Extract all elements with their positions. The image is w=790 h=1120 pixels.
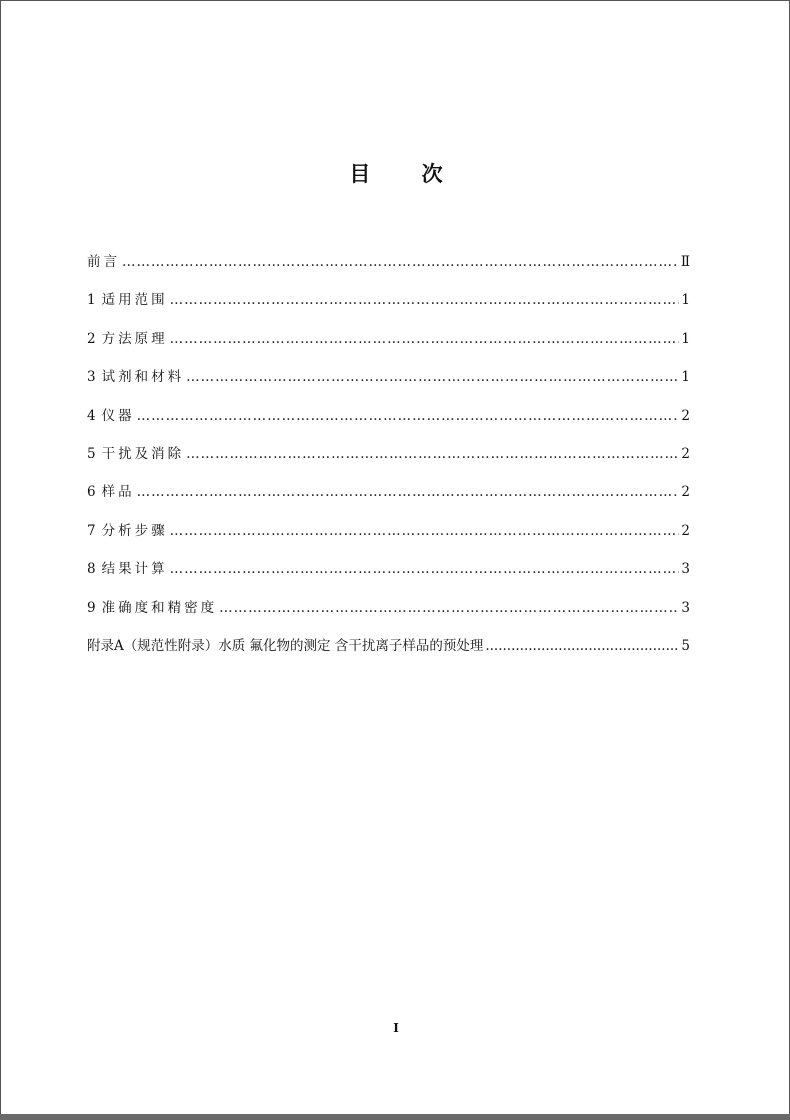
toc-page-number: 5	[681, 637, 690, 654]
toc-section-title: 仪器	[101, 407, 135, 424]
toc-section-number: 2	[87, 330, 96, 347]
toc-section-title: 方法原理	[101, 330, 168, 347]
toc-entry-analysis-steps[interactable]	[87, 521, 690, 559]
toc-leader	[219, 598, 679, 618]
toc-section-number: 1	[87, 292, 96, 309]
toc-label	[87, 598, 217, 618]
toc-page-number: 2	[681, 484, 690, 501]
toc-section-title: 结果计算	[101, 561, 168, 578]
toc-leader	[137, 482, 680, 502]
toc-section-number: 4	[87, 407, 96, 424]
toc-label: 前言	[87, 254, 120, 270]
toc-page-number: 2	[681, 407, 690, 424]
toc-entry-samples[interactable]	[87, 482, 690, 520]
toc-label	[87, 367, 184, 387]
page-number-footer: I	[393, 1021, 399, 1035]
toc-entry-preface[interactable]	[87, 252, 690, 290]
toc-leader	[170, 559, 680, 579]
toc-label	[87, 329, 168, 349]
toc-leader	[137, 406, 680, 426]
toc-entry-appendix-a[interactable]	[87, 636, 690, 674]
toc-page-number: Ⅱ	[680, 254, 690, 270]
toc-label	[87, 290, 168, 310]
toc-section-number: 5	[87, 445, 96, 462]
toc-entry-interference[interactable]	[87, 444, 690, 482]
toc-page-number: 1	[681, 330, 690, 347]
toc-entry-reagents[interactable]	[87, 367, 690, 405]
toc-section-number: 9	[87, 599, 96, 616]
page-bottom-edge	[0, 1114, 790, 1120]
toc-entry-scope[interactable]	[87, 290, 690, 328]
toc-label	[87, 406, 135, 426]
toc-label	[87, 444, 184, 464]
toc-leader	[186, 367, 679, 387]
toc-entry-principle[interactable]	[87, 329, 690, 367]
toc-page-number: 1	[681, 369, 690, 386]
table-of-contents	[87, 252, 690, 674]
toc-section-title: 干扰及消除	[101, 445, 185, 462]
toc-leader	[170, 521, 680, 541]
toc-leader	[122, 252, 679, 272]
toc-section-number: 3	[87, 369, 96, 386]
toc-label	[87, 482, 135, 502]
toc-section-title: 适用范围	[101, 292, 168, 309]
toc-label: 附录A（规范性附录）水质 氟化物的测定 含干扰离子样品的预处理	[87, 637, 484, 654]
toc-entry-calculation[interactable]	[87, 559, 690, 597]
toc-section-number: 7	[87, 522, 96, 539]
toc-label	[87, 559, 168, 579]
toc-label	[87, 521, 168, 541]
toc-leader	[485, 636, 679, 656]
toc-page-number: 3	[681, 599, 690, 616]
toc-entry-accuracy[interactable]	[87, 598, 690, 636]
toc-leader	[170, 290, 680, 310]
toc-section-title: 试剂和材料	[101, 369, 185, 386]
toc-page-number: 2	[681, 445, 690, 462]
toc-section-number: 8	[87, 561, 96, 578]
toc-leader	[170, 329, 680, 349]
toc-page-number: 2	[681, 522, 690, 539]
toc-section-title: 分析步骤	[101, 522, 168, 539]
toc-entry-instruments[interactable]	[87, 406, 690, 444]
toc-page-number: 1	[681, 292, 690, 309]
toc-section-title: 准确度和精密度	[101, 599, 218, 616]
page-title: 目 次	[349, 161, 465, 186]
toc-page-number: 3	[681, 561, 690, 578]
toc-section-title: 样品	[101, 484, 135, 501]
toc-leader	[186, 444, 679, 464]
toc-section-number: 6	[87, 484, 96, 501]
